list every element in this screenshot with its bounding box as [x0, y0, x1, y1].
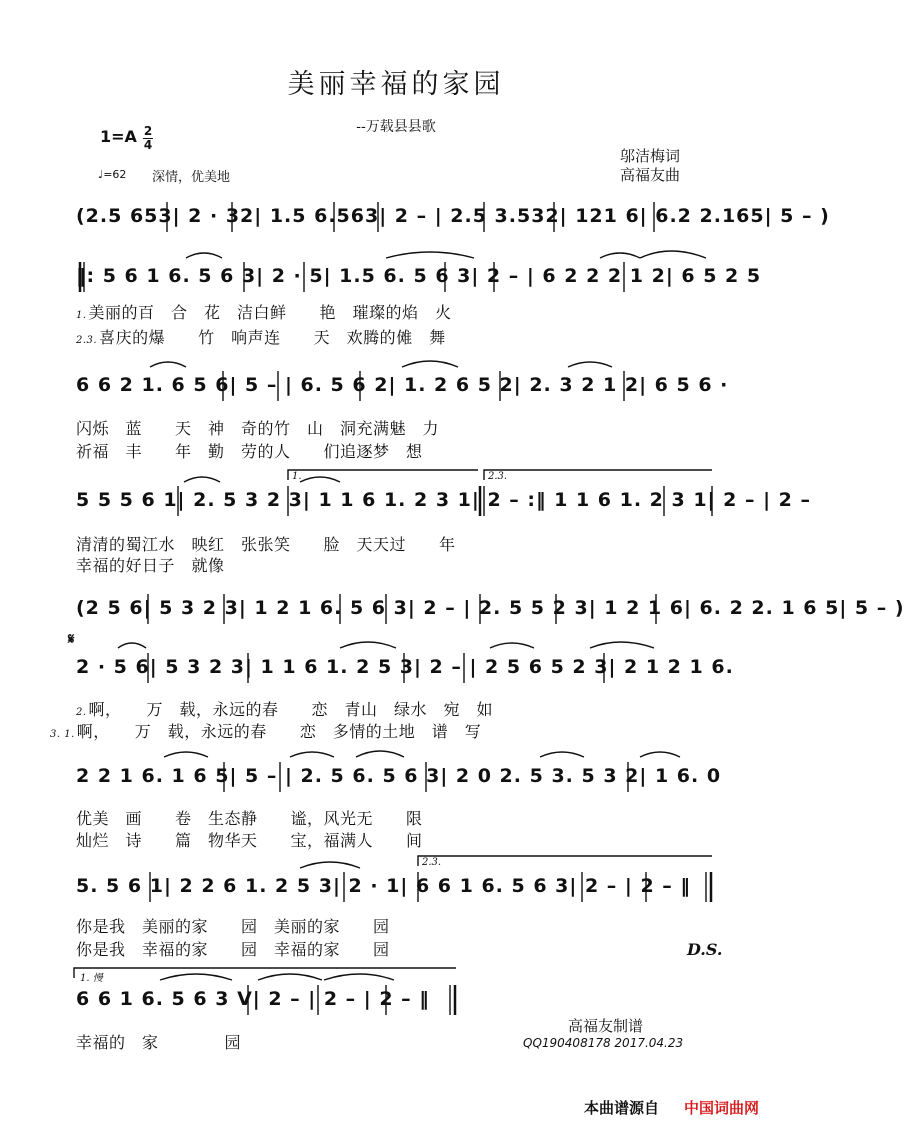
song-subtitle: --万载县县歌 [356, 119, 436, 135]
verse-number: 3. 1. [50, 729, 75, 740]
lyric-text: 喜庆的爆 竹 响声连 天 欢腾的傩 舞 [99, 328, 446, 347]
lyric-text: 啊， 万 载，永远的春 恋 多情的土地 谱 写 [76, 722, 482, 741]
contact-date: QQ190408178 2017.04.23 [523, 1036, 684, 1050]
notation-line-2: ‖: 5 6 1 6. 5 6 3| 2 · 5| 1.5 6. 5 6 3| 2 – | 6 2 2 2 1 2| 6 5 2 5 [76, 265, 762, 287]
ds-marking: D.S. [687, 940, 723, 959]
lyric-line-5-verse-2: 灿烂 诗 篇 物华天 宝，福满人 间 [76, 831, 423, 850]
key-signature: 1=A [100, 127, 137, 146]
lyric-line-7: 幸福的 家 园 [76, 1033, 242, 1052]
transcriber-credit: 高福友制谱 [568, 1017, 644, 1035]
notation-line-3: 6 6 2 1. 6 5 6| 5 – | 6. 5 6 2| 1. 2 6 5 2| 2. 3 2 1 2| 6 5 6 · [76, 374, 729, 396]
lyric-line-1-verse-23 [76, 325, 446, 348]
lyric-line-5-verse-1: 优美 画 卷 生态静 谧，风光无 限 [76, 809, 423, 828]
tempo-marking: ♩=62 [98, 168, 127, 181]
lyric-text: 啊， 万 载，永远的春 恋 青山 绿水 宛 如 [88, 700, 494, 719]
lyric-line-2-verse-1: 闪烁 蓝 天 神 奇的竹 山 洞充满魅 力 [76, 419, 440, 438]
composer-credit: 高福友曲 [620, 166, 681, 184]
second-third-ending-label: 2.3. [488, 471, 508, 482]
first-ending-slow-label: 1. 慢 [80, 973, 103, 984]
notation-line-8: 5. 5 6 1| 2 2 6 1. 2 5 3| 2 · 1| 6 6 1 6. 5 6 3| 2 – | 2 – ‖ [76, 875, 691, 897]
lyric-line-6-verse-2: 你是我 幸福的家 园 幸福的家 园 [76, 940, 390, 959]
verse-number: 2. [76, 707, 87, 718]
first-ending-label: 1. [292, 471, 302, 482]
lyric-line-3-verse-1: 清清的蜀江水 映红 张张笑 脸 天天过 年 [76, 535, 456, 554]
notation-line-7: 2 2 1 6. 1 6 5| 5 – | 2. 5 6. 5 6 3| 2 0 2. 5 3. 5 3 2| 1 6. 0 [76, 765, 722, 787]
lyric-line-6-verse-1: 你是我 美丽的家 园 美丽的家 园 [76, 917, 390, 936]
lyric-line-4-verse-1 [76, 697, 493, 720]
notation-line-4: 5 5 5 6 1| 2. 5 3 2 3| 1 1 6 1. 2 3 1| 2 – :‖ 1 1 6 1. 2 3 1| 2 – | 2 – [76, 489, 811, 511]
lyric-text: 美丽的百 合 花 洁白鲜 艳 璀璨的焰 火 [88, 303, 452, 322]
notation-line-1: (2.5 653| 2 · 32| 1.5 6.563| 2 – | 2.5 3.532| 121 6| 6.2 2.165| 5 – ) [76, 205, 830, 227]
lyricist-credit: 邬洁梅词 [620, 147, 681, 165]
source-site-link[interactable]: 中国词曲网 [684, 1099, 760, 1117]
notation-line-5: (2 5 6| 5 3 2 3| 1 2 1 6. 5 6 3| 2 – | 2. 5 5 2 3| 1 2 1 6| 6. 2 2. 1 6 5| 5 – ) [76, 597, 905, 619]
lyric-line-3-verse-23: 幸福的好日子 就像 [76, 556, 225, 575]
verse-number: 2.3. [76, 335, 98, 346]
lyric-line-2-verse-23: 祈福 丰 年 勤 劳的人 们追逐梦 想 [76, 442, 423, 461]
segno-sign: 𝄋 [68, 630, 75, 648]
song-title: 美丽幸福的家园 [287, 69, 505, 100]
lyric-line-1-verse-1 [76, 300, 452, 323]
expression-marking: 深情，优美地 [152, 170, 231, 185]
notation-line-9: 6 6 1 6. 5 6 3 V| 2 – | 2 – | 2 – ‖ [76, 988, 430, 1010]
notation-line-6: 2 · 5 6| 5 3 2 3| 1 1 6 1. 2 5 3| 2 – | 2 5 6 5 2 3| 2 1 2 1 6. [76, 656, 734, 678]
second-third-ending-label-2: 2.3. [422, 857, 442, 868]
lyric-line-4-verse-2 [50, 719, 481, 742]
source-label: 本曲谱源自 [584, 1099, 660, 1117]
time-signature-top: 2 [143, 124, 153, 138]
verse-number: 1. [76, 310, 87, 321]
time-signature-bottom: 4 [143, 138, 153, 152]
